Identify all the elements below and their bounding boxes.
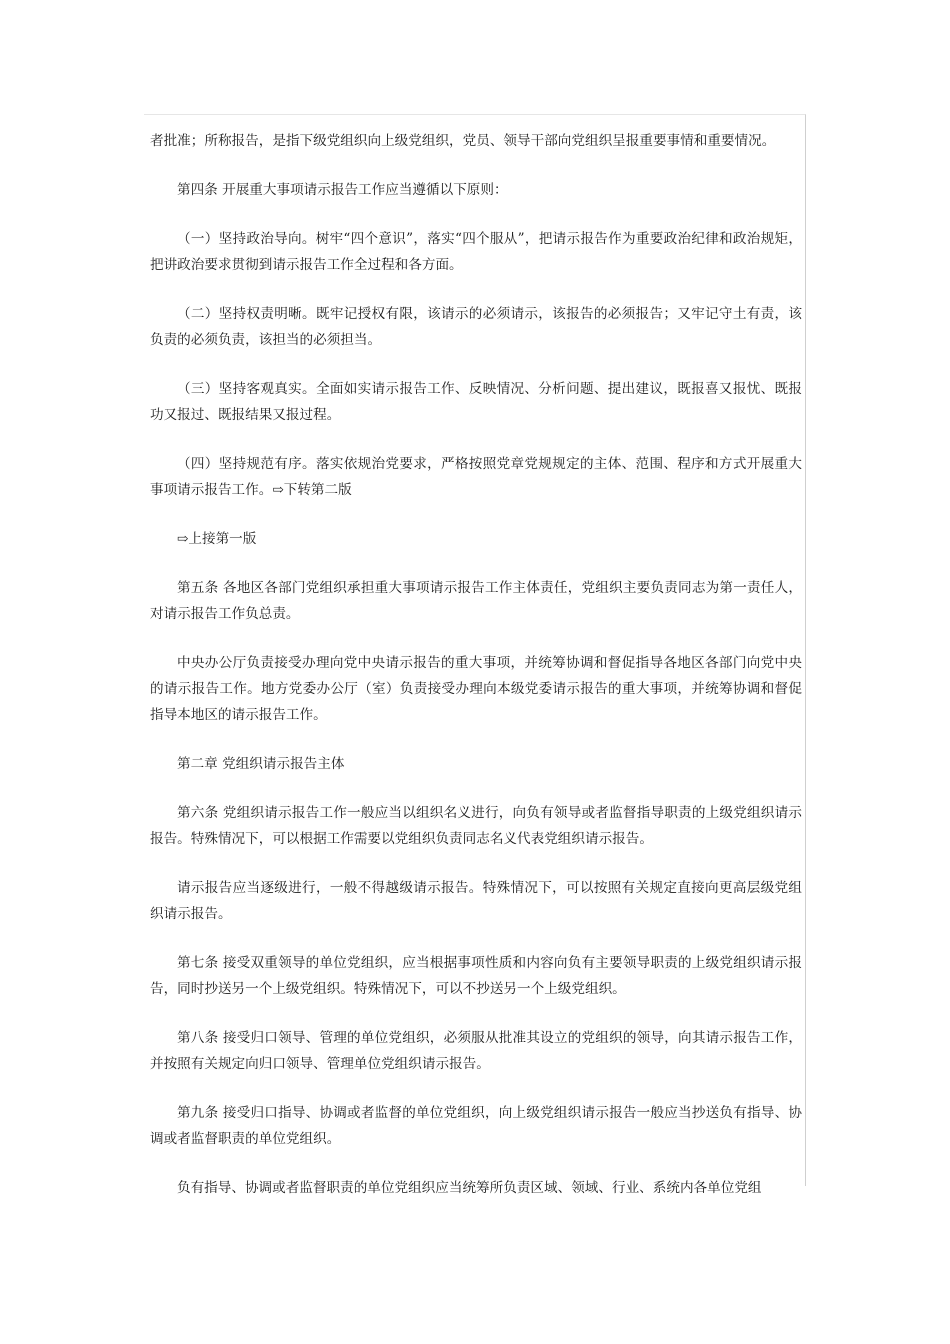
paragraph: 第五条 各地区各部门党组织承担重大事项请示报告工作主体责任，党组织主要负责同志为第一责任人，对请示报告工作负总责。 xyxy=(150,580,802,622)
paragraph: （一）坚持政治导向。树牢“四个意识”，落实“四个服从”，把请示报告作为重要政治纪律和政治规矩，把讲政治要求贯彻到请示报告工作全过程和各方面。 xyxy=(150,231,802,273)
paragraph: （四）坚持规范有序。落实依规治党要求，严格按照党章党规规定的主体、范围、程序和方式开展重大事项请示报告工作。⇨下转第二版 xyxy=(150,456,802,498)
paragraph: 请示报告应当逐级进行，一般不得越级请示报告。特殊情况下，可以按照有关规定直接向更高层级党组织请示报告。 xyxy=(150,880,802,922)
chapter-heading: 第二章 党组织请示报告主体 xyxy=(177,756,345,772)
paragraph: （二）坚持权责明晰。既牢记授权有限，该请示的必须请示，该报告的必须报告；又牢记守土有责，该负责的必须负责，该担当的必须担当。 xyxy=(150,306,802,348)
paragraph: （三）坚持客观真实。全面如实请示报告工作、反映情况、分析问题、提出建议，既报喜又报忧、既报功又报过、既报结果又报过程。 xyxy=(150,381,802,423)
article-4-heading: 第四条 开展重大事项请示报告工作应当遵循以下原则： xyxy=(177,182,508,198)
paragraph: 第七条 接受双重领导的单位党组织，应当根据事项性质和内容向负有主要领导职责的上级党组织请示报告，同时抄送另一个上级党组织。特殊情况下，可以不抄送另一个上级党组织。 xyxy=(150,955,802,997)
paragraph: 第六条 党组织请示报告工作一般应当以组织名义进行，向负有领导或者监督指导职责的上级党组织请示报告。特殊情况下，可以根据工作需要以党组织负责同志名义代表党组织请示报告。 xyxy=(150,805,802,847)
paragraph: 负有指导、协调或者监督职责的单位党组织应当统筹所负责区域、领域、行业、系统内各单位党组 xyxy=(177,1180,762,1196)
paragraph: 者批准；所称报告，是指下级党组织向上级党组织，党员、领导干部向党组织呈报重要事情和重要情况。 xyxy=(150,133,776,149)
paragraph: 第八条 接受归口领导、管理的单位党组织，必须服从批准其设立的党组织的领导，向其请示报告工作，并按照有关规定向归口领导、管理单位党组织请示报告。 xyxy=(150,1030,802,1072)
paragraph: 中央办公厅负责接受办理向党中央请示报告的重大事项，并统筹协调和督促指导各地区各部门向党中央的请示报告工作。地方党委办公厅（室）负责接受办理向本级党委请示报告的重大事项，并统筹协调和督促指导本地区的请示报告工作。 xyxy=(150,655,802,723)
continuation-marker: ⇨上接第一版 xyxy=(177,531,257,547)
document-body xyxy=(150,128,802,1224)
paragraph: 第九条 接受归口指导、协调或者监督的单位党组织，向上级党组织请示报告一般应当抄送负有指导、协调或者监督职责的单位党组织。 xyxy=(150,1105,802,1147)
